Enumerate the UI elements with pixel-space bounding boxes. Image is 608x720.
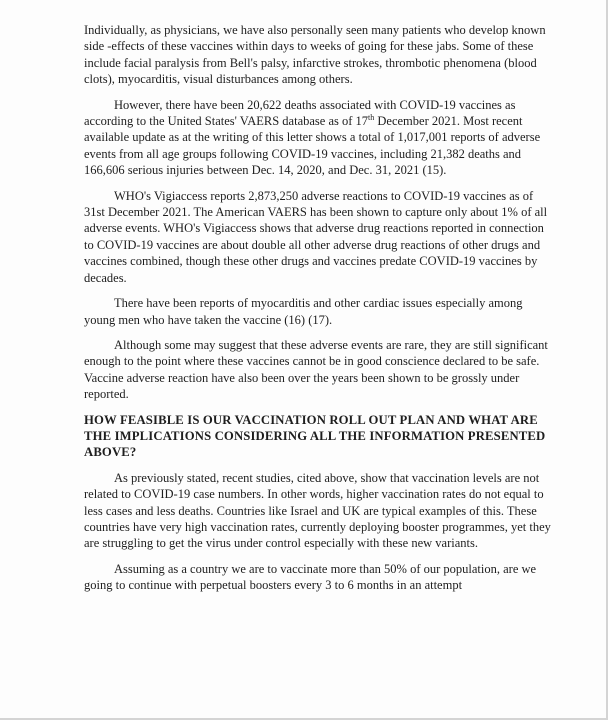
document-body <box>84 22 554 603</box>
paragraph-vaers-text-end: December 2021. Most recent available update as at the writing of this letter shows a total of 1,017,001 reports of adverse events from all age groups following COVID-19 vaccines, including 21,382 deaths and 166,606 serious injuries between Dec. 14, 2020, and Dec. 31, 2021 (15). <box>84 114 541 178</box>
section-heading: HOW FEASIBLE IS OUR VACCINATION ROLL OUT PLAN AND WHAT ARE THE IMPLICATIONS CONSIDERING ALL THE INFORMATION PRESENTED ABOVE? <box>84 412 546 460</box>
ordinal-superscript: th <box>368 112 375 122</box>
paragraph-boosters: Assuming as a country we are to vaccinate more than 50% of our population, are we going to continue with perpetual boosters every 3 to 6 months in an attempt <box>84 561 537 593</box>
paragraph-vaers-text-start: However, there have been 20,622 deaths associated with COVID-19 vaccines as according to the United States' VAERS database as of 17 <box>84 97 516 129</box>
paragraph-myocarditis: There have been reports of myocarditis and other cardiac issues especially among young men who have taken the vaccine (16) (17). <box>84 296 523 327</box>
paragraph-vaccination-levels: As previously stated, recent studies, cited above, show that vaccination levels are not related to COVID-19 case numbers. In other words, higher vaccination rates do not equal to less cases and less deaths. Countries like Israel and UK are typical examples of this. These countries have very high vaccination rates, currently deploying booster programmes, yet they are struggling to get the virus under control especially with these new variants. <box>84 470 551 551</box>
paragraph-vaers-deaths <box>84 97 554 179</box>
paragraph-physician-observations: Individually, as physicians, we have also personally seen many patients who develop known side -effects of these vaccines within days to weeks of going for these jabs. Some of these include facial paralysis from Bell's palsy, infarctive strokes, thrombotic phenomena (blood clots), myocarditis, visual disturbances among others. <box>84 23 546 87</box>
paragraph-vigiaccess: WHO's Vigiaccess reports 2,873,250 adverse reactions to COVID-19 vaccines as of 31st December 2021. The American VAERS has been shown to capture only about 1% of all adverse events. WHO's Vigiaccess shows that adverse drug reactions reported in connection to COVID-19 vaccines are about double all other adverse drug reactions of other drugs and vaccines combined, though these other drugs and vaccines predate COVID-19 vaccines by decades. <box>84 188 548 285</box>
paragraph-adverse-events-rare: Although some may suggest that these adverse events are rare, they are still significant enough to the point where these vaccines cannot be in good conscience declared to be safe. Vaccine adverse reaction have also been over the years been shown to be grossly under reported. <box>84 337 548 402</box>
